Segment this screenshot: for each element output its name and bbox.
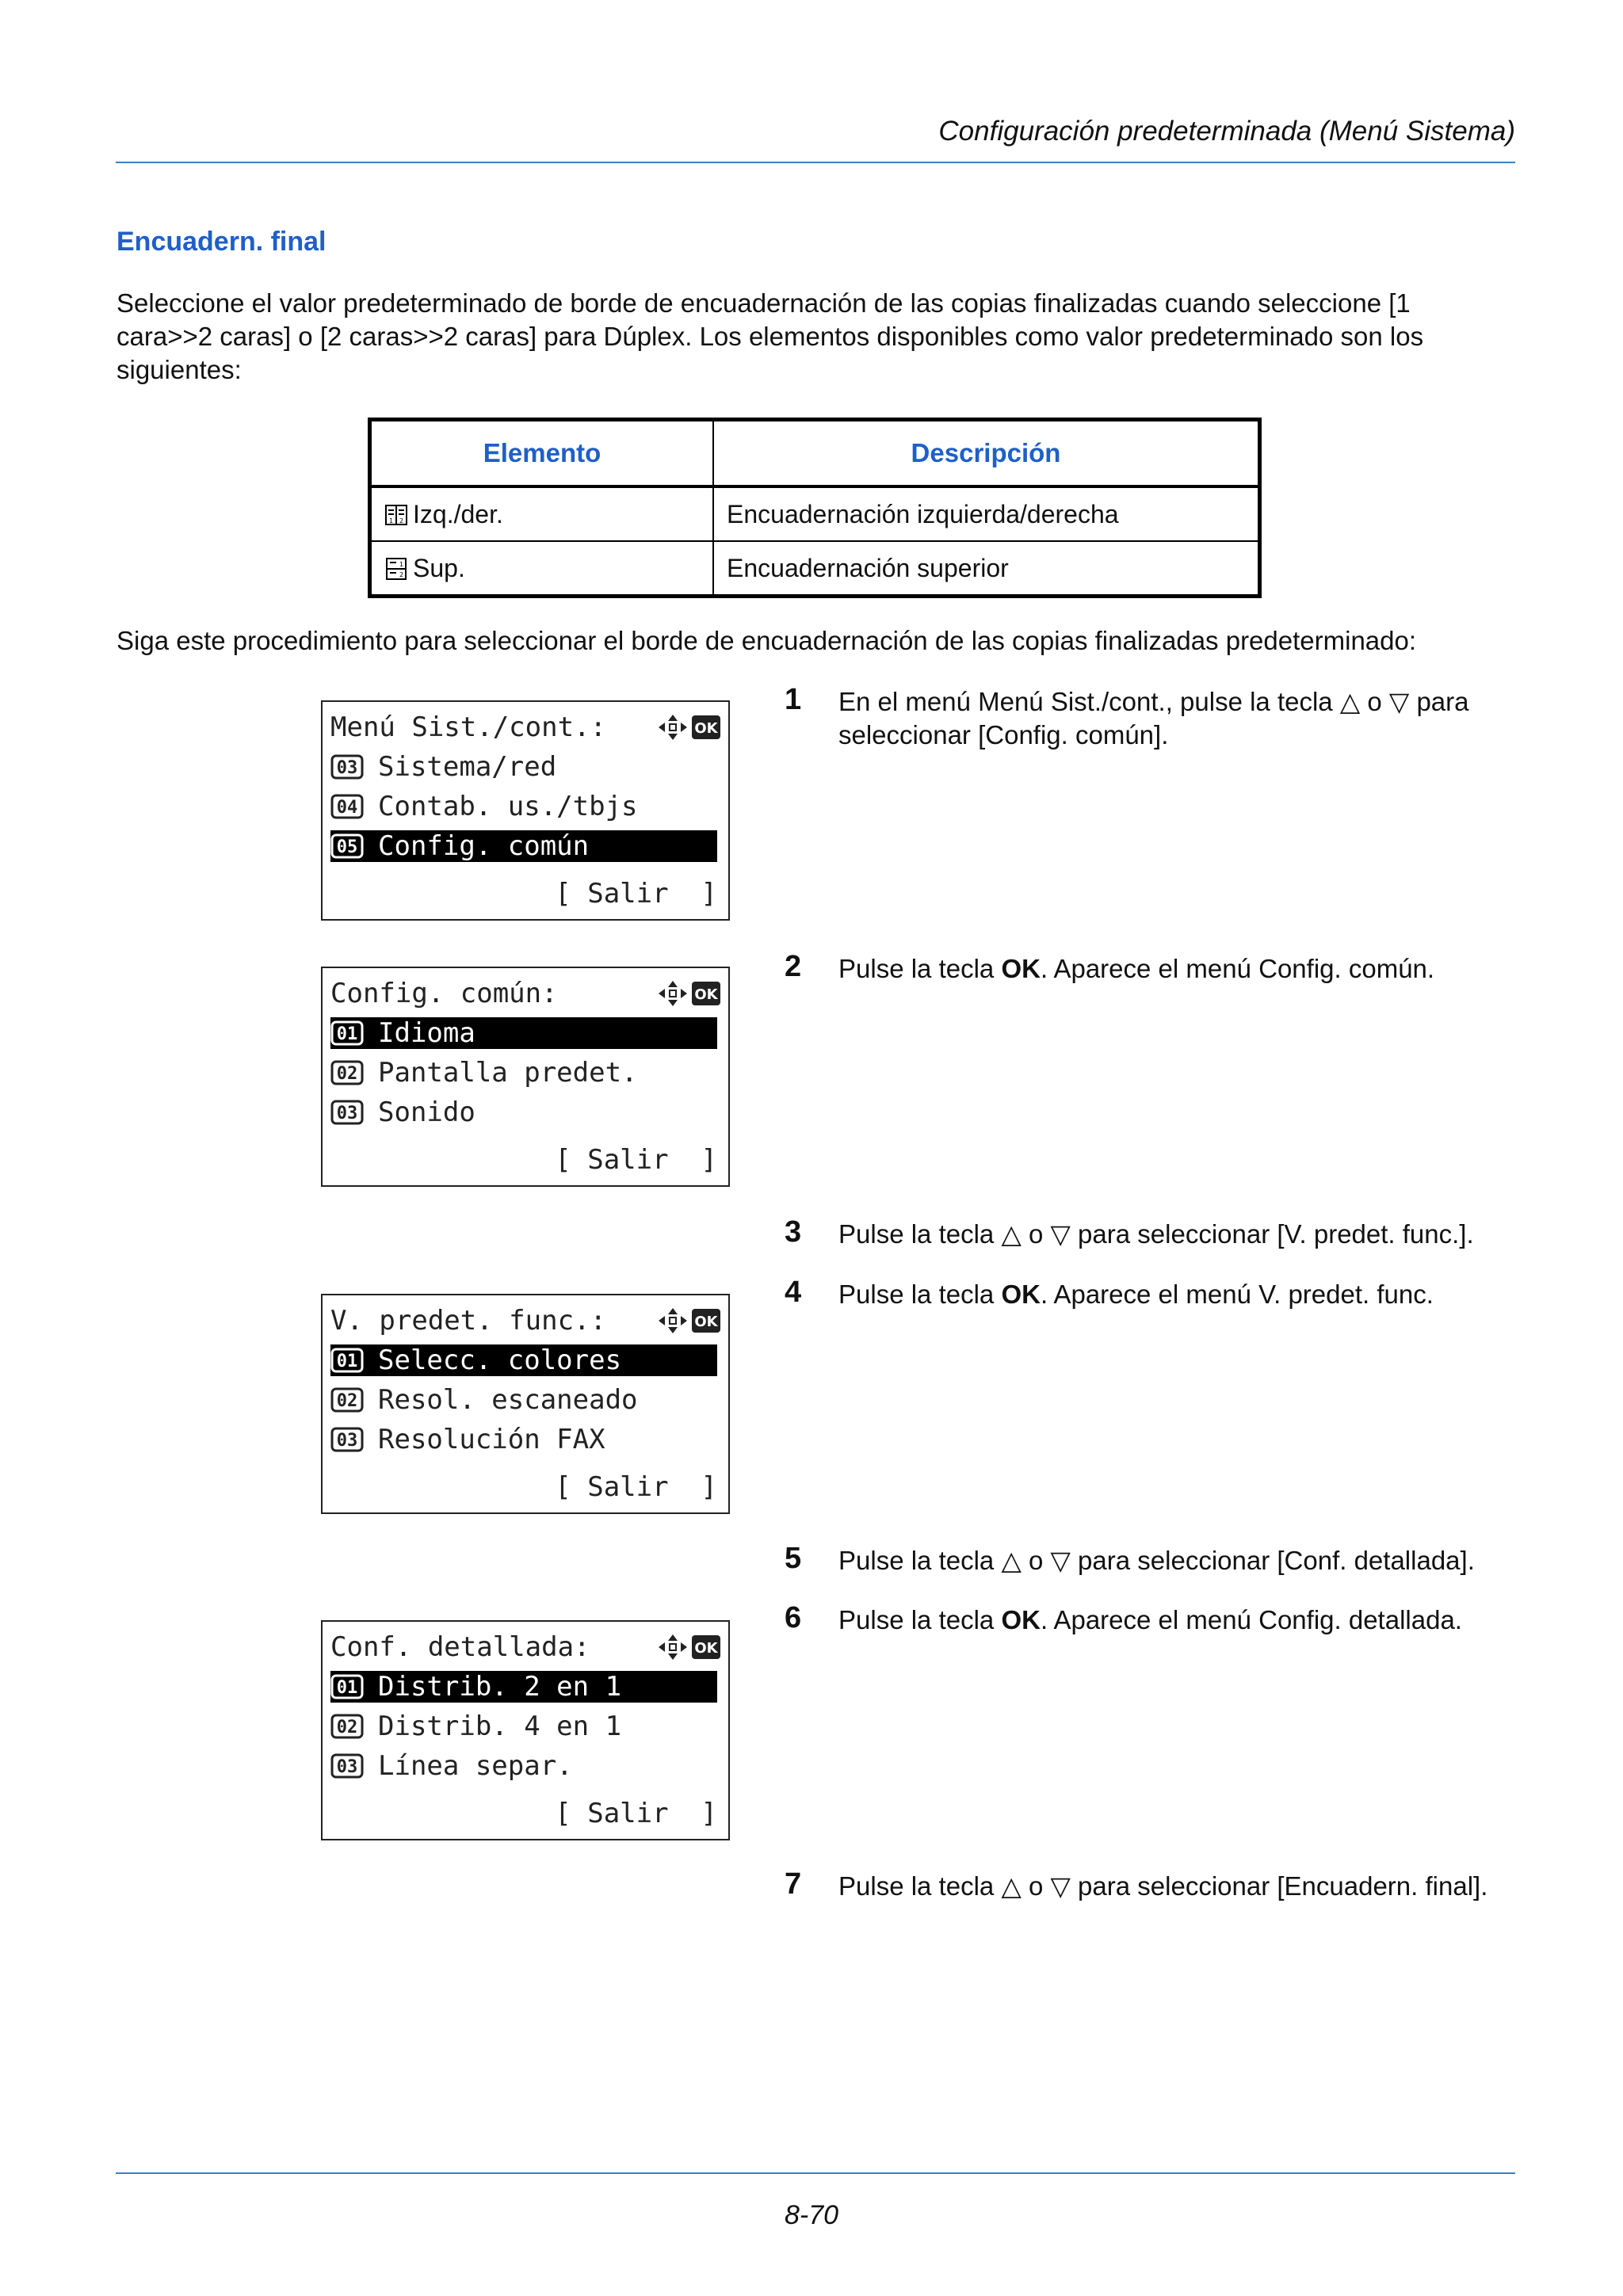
step-text: Pulse la tecla OK. Aparece el menú Config. común. — [838, 954, 1435, 983]
svg-text:1: 1 — [399, 560, 404, 568]
svg-text:01: 01 — [336, 1024, 358, 1044]
lcd-exit-softkey: [ Salir ] — [555, 1471, 717, 1503]
item-number-icon — [330, 754, 364, 780]
top-binding-icon — [384, 557, 408, 581]
lcd-title: V. predet. func.: — [330, 1305, 606, 1337]
lcd-menu-item-selected — [330, 1671, 717, 1703]
lcd-menu-item — [330, 751, 717, 783]
svg-text:03: 03 — [336, 758, 358, 778]
navigation-ok-icon — [655, 1631, 722, 1663]
left-right-binding-icon — [384, 503, 408, 527]
item-number-icon — [330, 1060, 364, 1085]
lcd-menu-item-label: Idioma — [378, 1017, 475, 1049]
item-number-icon — [330, 1427, 364, 1452]
lcd-exit-softkey: [ Salir ] — [555, 1798, 717, 1829]
procedure-intro: Siga este procedimiento para seleccionar el borde de encuadernación de las copias finalizadas predeterminado: — [116, 626, 1417, 655]
lcd-screen-system-menu — [321, 700, 730, 921]
lcd-menu-item — [330, 791, 717, 822]
lcd-menu-item-label: Selecc. colores — [378, 1344, 622, 1376]
lcd-menu-item-label: Resol. escaneado — [378, 1384, 638, 1416]
table-cell-description: Encuadernación superior — [713, 541, 1260, 597]
table-cell-item — [370, 541, 714, 597]
lcd-exit-softkey: [ Salir ] — [555, 1144, 717, 1176]
lcd-menu-item-label: Pantalla predet. — [378, 1057, 638, 1089]
footer-rule — [116, 2172, 1515, 2174]
svg-text:1: 1 — [389, 517, 394, 524]
step-text: Pulse la tecla △ o ▽ para seleccionar [Conf. detallada]. — [838, 1546, 1475, 1575]
lcd-menu-item-label: Distrib. 2 en 1 — [378, 1671, 622, 1703]
header-rule — [116, 162, 1515, 163]
table-item-label: Sup. — [413, 553, 465, 582]
lcd-menu-item-label: Línea separ. — [378, 1750, 573, 1782]
section-title: Encuadern. final — [116, 227, 327, 257]
running-header: Configuración predeterminada (Menú Sistema) — [938, 116, 1515, 147]
svg-text:OK: OK — [694, 1314, 718, 1330]
item-number-icon — [330, 1020, 364, 1046]
table-header-row — [370, 420, 1260, 487]
step-text: Pulse la tecla OK. Aparece el menú Config. detallada. — [838, 1605, 1462, 1634]
lcd-menu-item-label: Distrib. 4 en 1 — [378, 1711, 622, 1742]
lcd-title: Menú Sist./cont.: — [330, 711, 606, 743]
lcd-screen-function-defaults — [321, 1294, 730, 1514]
lcd-title: Config. común: — [330, 978, 558, 1009]
navigation-ok-icon — [655, 978, 722, 1009]
lcd-menu-item — [330, 1424, 717, 1455]
lcd-menu-item-label: Sonido — [378, 1097, 475, 1128]
svg-text:OK: OK — [694, 1640, 718, 1657]
step-text: Pulse la tecla △ o ▽ para seleccionar [Encuadern. final]. — [838, 1871, 1488, 1901]
step-number: 5 — [785, 1542, 802, 1575]
svg-text:02: 02 — [336, 1391, 358, 1411]
svg-text:02: 02 — [336, 1718, 358, 1737]
step-number: 6 — [785, 1601, 802, 1634]
lcd-menu-item — [330, 1384, 717, 1416]
table-cell-item — [370, 486, 714, 541]
svg-text:03: 03 — [336, 1104, 358, 1123]
svg-text:05: 05 — [336, 837, 358, 857]
item-number-icon — [330, 1674, 364, 1699]
lcd-exit-softkey: [ Salir ] — [555, 878, 717, 910]
svg-text:04: 04 — [336, 798, 358, 818]
step-text: Pulse la tecla △ o ▽ para seleccionar [V. predet. func.]. — [838, 1219, 1474, 1249]
table-item-label: Izq./der. — [413, 499, 503, 528]
step-text: En el menú Menú Sist./cont., pulse la tecla △ o ▽ para seleccionar [Config. común]. — [838, 687, 1469, 749]
navigation-ok-icon — [655, 711, 722, 743]
step-number: 7 — [785, 1867, 802, 1901]
section-intro: Seleccione el valor predeterminado de borde de encuadernación de las copias finalizadas cuando seleccione [1 cara>>2 caras] o [2 caras>>2 caras] para Dúplex. Los elementos disponibles como valor predeterminado son los siguientes: — [116, 288, 1424, 384]
lcd-menu-item-label: Sistema/red — [378, 751, 557, 783]
table-row — [370, 486, 1260, 541]
svg-text:02: 02 — [336, 1064, 358, 1084]
step-number: 2 — [785, 950, 802, 983]
svg-text:OK: OK — [694, 986, 718, 1003]
step-number: 1 — [785, 683, 802, 716]
svg-text:OK: OK — [694, 720, 718, 737]
item-number-icon — [330, 1348, 364, 1373]
item-number-icon — [330, 794, 364, 819]
svg-text:01: 01 — [336, 1352, 358, 1371]
step-number: 3 — [785, 1215, 802, 1249]
table-header-element: Elemento — [370, 420, 714, 487]
lcd-screen-common-settings — [321, 967, 730, 1187]
item-number-icon — [330, 1387, 364, 1413]
elements-table — [368, 418, 1262, 598]
lcd-menu-item-selected — [330, 1344, 717, 1376]
lcd-menu-item-label: Resolución FAX — [378, 1424, 605, 1455]
step-number: 4 — [785, 1276, 802, 1309]
navigation-ok-icon — [655, 1305, 722, 1337]
lcd-menu-item-selected — [330, 1017, 717, 1049]
lcd-screen-detailed-settings — [321, 1620, 730, 1840]
item-number-icon — [330, 1714, 364, 1739]
svg-text:2: 2 — [399, 517, 404, 524]
lcd-menu-item-label: Config. común — [378, 830, 590, 862]
svg-text:01: 01 — [336, 1678, 358, 1698]
svg-text:2: 2 — [399, 570, 404, 578]
item-number-icon — [330, 833, 364, 859]
lcd-menu-item — [330, 1057, 717, 1089]
page-number: 8-70 — [784, 2200, 839, 2230]
step-text: Pulse la tecla OK. Aparece el menú V. predet. func. — [838, 1280, 1434, 1309]
lcd-menu-item — [330, 1750, 717, 1782]
lcd-menu-item-selected — [330, 830, 717, 862]
table-cell-description: Encuadernación izquierda/derecha — [713, 486, 1260, 541]
table-header-description: Descripción — [713, 420, 1260, 487]
table-row — [370, 541, 1260, 597]
svg-text:03: 03 — [336, 1757, 358, 1777]
lcd-menu-item-label: Contab. us./tbjs — [378, 791, 638, 822]
item-number-icon — [330, 1100, 364, 1125]
item-number-icon — [330, 1753, 364, 1779]
svg-text:03: 03 — [336, 1431, 358, 1451]
lcd-menu-item — [330, 1097, 717, 1128]
lcd-menu-item — [330, 1711, 717, 1742]
lcd-title: Conf. detallada: — [330, 1631, 590, 1663]
